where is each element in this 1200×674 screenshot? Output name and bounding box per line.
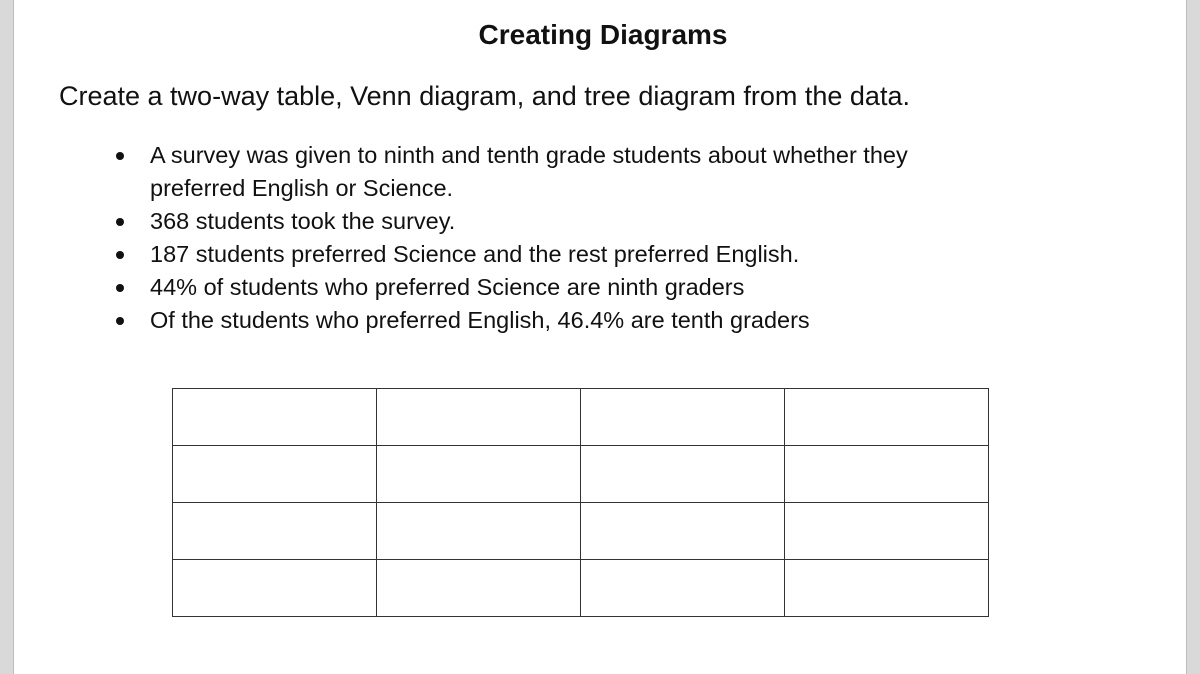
- table-cell: [173, 446, 377, 503]
- survey-facts-list: [110, 139, 970, 337]
- bullet-icon: [116, 152, 124, 160]
- page-edge-left: [0, 0, 14, 674]
- table-row: [173, 560, 989, 617]
- bullet-icon: [116, 284, 124, 292]
- page-edge-right: [1186, 0, 1200, 674]
- table-row: [173, 446, 989, 503]
- instruction-text: Create a two-way table, Venn diagram, and tree diagram from the data.: [59, 81, 910, 111]
- table-cell: [581, 446, 785, 503]
- table-cell: [581, 503, 785, 560]
- list-item-text: 187 students preferred Science and the rest preferred English.: [150, 241, 800, 267]
- table-cell: [785, 446, 989, 503]
- table-cell: [173, 389, 377, 446]
- table-cell: [785, 503, 989, 560]
- list-item: [110, 238, 970, 271]
- bullet-icon: [116, 251, 124, 259]
- bullet-icon: [116, 317, 124, 325]
- list-item-text: A survey was given to ninth and tenth grade students about whether they preferred English or Science.: [150, 142, 908, 201]
- list-item: [110, 271, 970, 304]
- list-item-text: 368 students took the survey.: [150, 208, 456, 234]
- list-item-text: 44% of students who preferred Science are ninth graders: [150, 274, 745, 300]
- table-cell: [581, 560, 785, 617]
- list-item: [110, 304, 970, 337]
- table-cell: [785, 389, 989, 446]
- table-cell: [377, 503, 581, 560]
- list-item: [110, 205, 970, 238]
- page-title: Creating Diagrams: [478, 19, 728, 50]
- table-cell: [377, 560, 581, 617]
- two-way-table: [172, 388, 989, 617]
- list-item: [110, 139, 970, 205]
- table-cell: [173, 503, 377, 560]
- table-row: [173, 503, 989, 560]
- table-row: [173, 389, 989, 446]
- table-cell: [377, 446, 581, 503]
- table-cell: [785, 560, 989, 617]
- list-item-text: Of the students who preferred English, 46.4% are tenth graders: [150, 307, 810, 333]
- table-cell: [377, 389, 581, 446]
- bullet-icon: [116, 218, 124, 226]
- table-cell: [581, 389, 785, 446]
- table-cell: [173, 560, 377, 617]
